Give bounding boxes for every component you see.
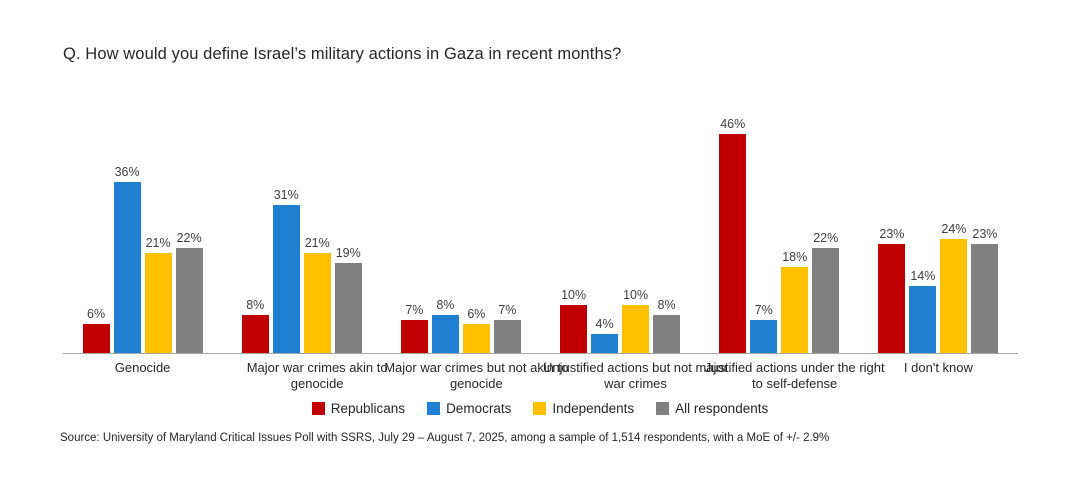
chart-category-label — [63, 360, 222, 376]
chart-bar-value-label: 8% — [436, 297, 455, 312]
chart-bar-value-label: 8% — [657, 297, 676, 312]
chart-bar-value-label: 24% — [941, 221, 967, 236]
chart-bar-value-label: 31% — [273, 188, 299, 203]
legend-label: Republicans — [330, 401, 406, 416]
chart-bar-value-label: 46% — [720, 117, 746, 132]
chart-bar-item[interactable] — [878, 78, 905, 353]
chart-bar-value-label: 10% — [623, 288, 649, 303]
chart-bar-cluster — [859, 78, 1018, 353]
chart-bar-item[interactable] — [273, 78, 300, 353]
chart-bar[interactable] — [176, 248, 203, 353]
chart-bar[interactable] — [909, 286, 936, 353]
chart-bar-item[interactable] — [463, 78, 490, 353]
legend-item[interactable] — [312, 401, 405, 416]
chart-bar-value-label: 6% — [87, 307, 106, 322]
chart-bar[interactable] — [432, 315, 459, 353]
chart-category-label-text: Genocide — [114, 360, 171, 375]
chart-group — [222, 78, 388, 392]
chart-bar-item[interactable] — [560, 78, 587, 353]
chart-group — [859, 78, 1018, 375]
legend-swatch-icon — [427, 402, 440, 415]
chart-category-label-text: Major war crimes akin to genocide — [246, 360, 388, 392]
chart-bar-cluster — [381, 78, 540, 353]
chart-bar-value-label: 18% — [782, 250, 808, 265]
chart-legend — [0, 401, 1080, 416]
chart-bar[interactable] — [463, 324, 490, 353]
chart-bar-item[interactable] — [750, 78, 777, 353]
chart-category-label — [222, 360, 388, 393]
legend-label: All respondents — [675, 401, 769, 416]
chart-category-label-text: Major war crimes but not akin to genocide — [384, 360, 569, 392]
chart-bar-item[interactable] — [335, 78, 362, 353]
chart-bar[interactable] — [591, 334, 618, 353]
chart-group — [541, 78, 728, 392]
chart-bar-value-label: 7% — [405, 302, 424, 317]
chart-bar-value-label: 21% — [304, 236, 330, 251]
chart-bar[interactable] — [273, 205, 300, 353]
chart-bar-cluster — [541, 78, 700, 353]
chart-bar-value-label: 7% — [498, 302, 517, 317]
chart-bar[interactable] — [750, 320, 777, 353]
chart-category-label — [700, 360, 885, 393]
legend-swatch-icon — [656, 402, 669, 415]
legend-item[interactable] — [427, 401, 511, 416]
chart-bar[interactable] — [781, 267, 808, 353]
chart-plot-area — [63, 78, 1018, 392]
chart-bar-item[interactable] — [812, 78, 839, 353]
chart-bar[interactable] — [401, 320, 428, 353]
chart-x-axis-line — [63, 353, 1018, 354]
chart-bar[interactable] — [622, 305, 649, 353]
chart-group — [700, 78, 885, 392]
chart-bar-item[interactable] — [719, 78, 746, 353]
chart-bar[interactable] — [940, 239, 967, 353]
chart-bar-item[interactable] — [622, 78, 649, 353]
chart-bar-value-label: 21% — [145, 236, 171, 251]
chart-bar-value-label: 36% — [114, 164, 140, 179]
chart-bar-item[interactable] — [432, 78, 459, 353]
chart-bar[interactable] — [812, 248, 839, 353]
chart-bar-cluster — [222, 78, 381, 353]
chart-group — [381, 78, 569, 392]
chart-bar-value-label: 22% — [813, 231, 839, 246]
chart-bar-item[interactable] — [304, 78, 331, 353]
chart-bar[interactable] — [494, 320, 521, 353]
chart-question-title: Q. How would you define Israel’s military actions in Gaza in recent months? — [63, 45, 622, 63]
chart-category-label-text: Justified actions under the right to self-defense — [704, 360, 885, 392]
chart-bar[interactable] — [653, 315, 680, 353]
chart-bar-value-label: 19% — [335, 245, 361, 260]
chart-bar[interactable] — [114, 182, 141, 353]
chart-bar-item[interactable] — [114, 78, 141, 353]
legend-item[interactable] — [656, 401, 768, 416]
chart-bar-value-label: 23% — [879, 226, 905, 241]
chart-bar-item[interactable] — [242, 78, 269, 353]
legend-swatch-icon — [533, 402, 546, 415]
chart-bar-cluster — [700, 78, 859, 353]
chart-bar[interactable] — [304, 253, 331, 353]
chart-category-label — [541, 360, 728, 393]
chart-bar-cluster — [63, 78, 222, 353]
chart-bar-item[interactable] — [145, 78, 172, 353]
chart-bar-item[interactable] — [176, 78, 203, 353]
chart-group — [63, 78, 222, 375]
chart-bar-value-label: 6% — [467, 307, 486, 322]
chart-bar-item[interactable] — [781, 78, 808, 353]
chart-bar[interactable] — [878, 244, 905, 353]
legend-swatch-icon — [312, 402, 325, 415]
legend-label: Independents — [552, 401, 635, 416]
chart-bar-item[interactable] — [494, 78, 521, 353]
chart-category-label-text: I don't know — [903, 360, 973, 375]
chart-bar[interactable] — [335, 263, 362, 353]
chart-bar-value-label: 10% — [561, 288, 587, 303]
chart-bar[interactable] — [719, 134, 746, 353]
chart-bar[interactable] — [971, 244, 998, 353]
chart-bar[interactable] — [242, 315, 269, 353]
chart-source-note: Source: University of Maryland Critical Issues Poll with SSRS, July 29 – August 7, 2025, among a sample of 1,514 respondents, with a MoE of +/- 2.9% — [60, 432, 830, 444]
legend-item[interactable] — [533, 401, 634, 416]
chart-bar[interactable] — [83, 324, 110, 353]
chart-bar-item[interactable] — [591, 78, 618, 353]
chart-category-label-text: Unjustified actions but not major war crimes — [543, 360, 728, 392]
chart-bar-value-label: 23% — [972, 226, 998, 241]
chart-bar-value-label: 4% — [595, 316, 614, 331]
chart-bar-value-label: 22% — [176, 231, 202, 246]
chart-bar-item[interactable] — [401, 78, 428, 353]
chart-bar-value-label: 14% — [910, 269, 936, 284]
chart-category-label — [859, 360, 1018, 376]
chart-bar-value-label: 8% — [246, 297, 265, 312]
chart-bar-item[interactable] — [909, 78, 936, 353]
chart-bar-item[interactable] — [940, 78, 967, 353]
chart-category-label — [381, 360, 569, 393]
chart-bar[interactable] — [560, 305, 587, 353]
chart-bar-item[interactable] — [83, 78, 110, 353]
chart-bar-item[interactable] — [653, 78, 680, 353]
legend-label: Democrats — [446, 401, 512, 416]
chart-bar-value-label: 7% — [754, 302, 773, 317]
chart-bar-item[interactable] — [971, 78, 998, 353]
chart-bar[interactable] — [145, 253, 172, 353]
